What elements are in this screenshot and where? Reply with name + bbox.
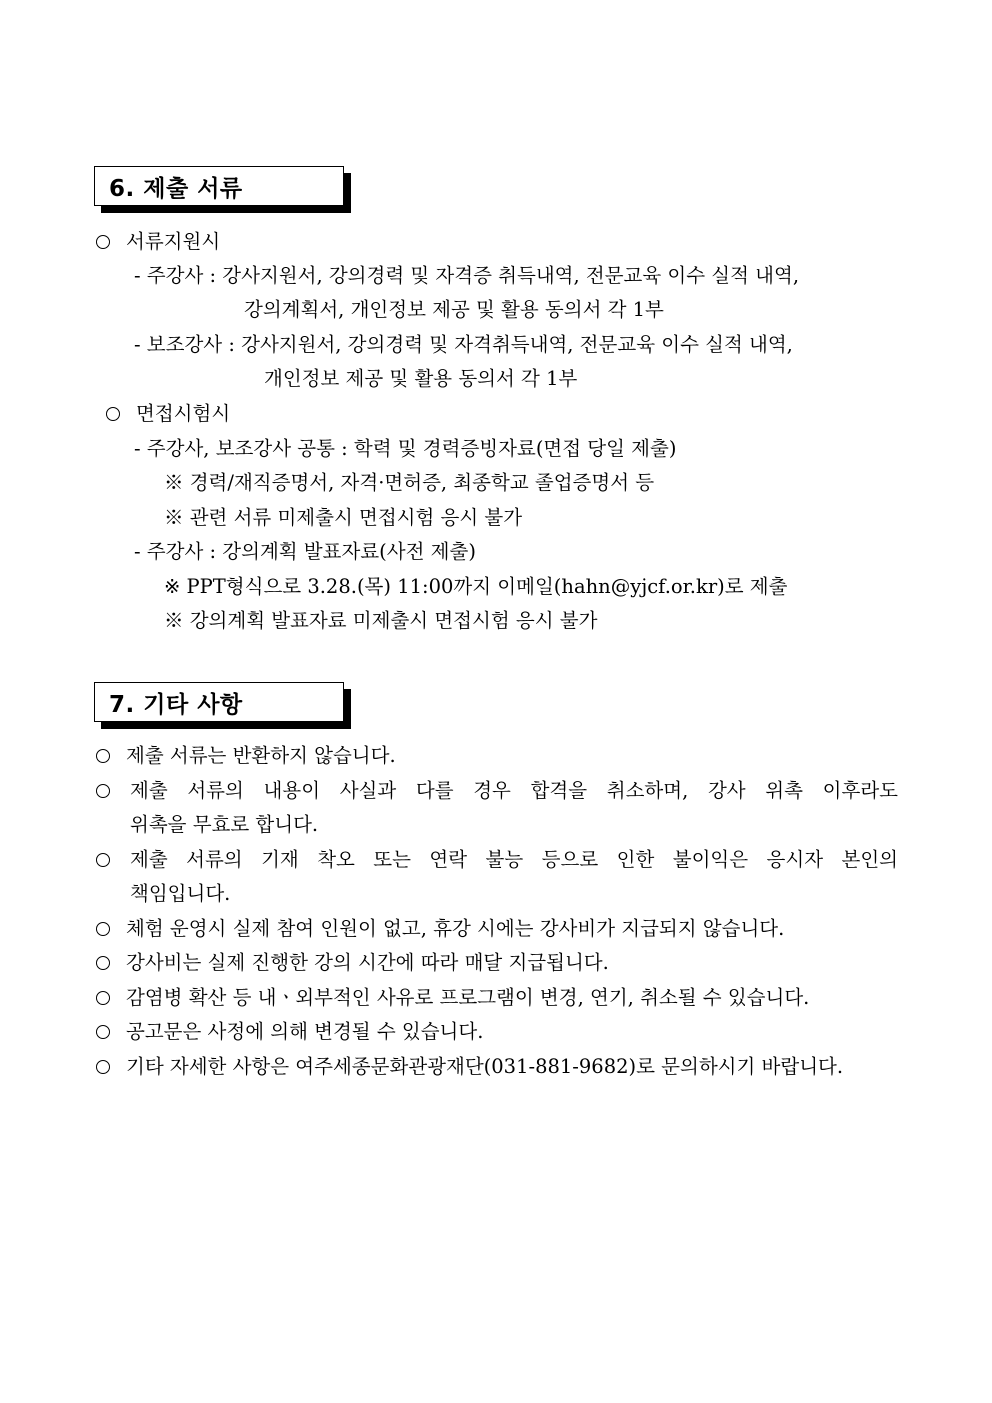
doc-review-item bbox=[96, 229, 220, 255]
assistant-instructor-docs-line2: 개인정보 제공 및 활용 동의서 각 1부 bbox=[264, 367, 578, 390]
list-item: 강사비는 실제 진행한 강의 시간에 따라 매달 지급됩니다. bbox=[96, 950, 609, 976]
interview-label: 면접시험시 bbox=[136, 402, 231, 425]
interview-common-docs: - 주강사, 보조강사 공통 : 학력 및 경력증빙자료(면접 당일 제출) bbox=[134, 437, 677, 460]
list-item: 제출 서류의 기재 착오 또는 연락 불능 등으로 인한 불이익은 응시자 본인의 bbox=[96, 847, 898, 873]
circle-bullet-icon bbox=[96, 922, 110, 936]
interview-main-note-2: ※ 강의계획 발표자료 미제출시 면접시험 응시 불가 bbox=[164, 609, 598, 632]
interview-item bbox=[106, 401, 230, 427]
list-item-continuation: 위촉을 무효로 합니다. bbox=[130, 813, 319, 836]
interview-main-note-1: ※ PPT형식으로 3.28.(목) 11:00까지 이메일(hahn@yjcf.or.kr)로 제출 bbox=[164, 575, 788, 598]
list-item: 기타 자세한 사항은 여주세종문화관광재단(031-881-9682)로 문의하시기 바랍니다. bbox=[96, 1054, 843, 1080]
circle-bullet-icon bbox=[96, 1025, 110, 1039]
circle-bullet-icon bbox=[96, 749, 110, 763]
assistant-instructor-docs-line1: - 보조강사 : 강사지원서, 강의경력 및 자격취득내역, 전문교육 이수 실적 내역, bbox=[134, 333, 793, 356]
section-6-header bbox=[94, 166, 344, 206]
main-instructor-docs-line1 bbox=[134, 263, 898, 289]
circle-bullet-icon bbox=[106, 407, 120, 421]
list-item: 제출 서류는 반환하지 않습니다. bbox=[96, 743, 396, 769]
circle-bullet-icon bbox=[96, 235, 110, 249]
main-instructor-docs-line2: 강의계획서, 개인정보 제공 및 활용 동의서 각 1부 bbox=[244, 298, 664, 321]
interview-common-note-1: ※ 경력/재직증명서, 자격·면허증, 최종학교 졸업증명서 등 bbox=[164, 471, 655, 494]
list-item: 제출 서류의 내용이 사실과 다를 경우 합격을 취소하며, 강사 위촉 이후라도 bbox=[96, 778, 898, 804]
circle-bullet-icon bbox=[96, 784, 110, 798]
section-7-header bbox=[94, 682, 344, 722]
interview-common-note-2: ※ 관련 서류 미제출시 면접시험 응시 불가 bbox=[164, 506, 523, 529]
circle-bullet-icon bbox=[96, 991, 110, 1005]
list-item: 감염병 확산 등 내ㆍ외부적인 사유로 프로그램이 변경, 연기, 취소될 수 있습니다. bbox=[96, 985, 809, 1011]
list-item: 공고문은 사정에 의해 변경될 수 있습니다. bbox=[96, 1019, 483, 1045]
main-instructor-docs-text: - 주강사 : 강사지원서, 강의경력 및 자격증 취득내역, 전문교육 이수 실적 내역, bbox=[134, 264, 800, 287]
section-6-title: 6. 제출 서류 bbox=[109, 175, 243, 202]
circle-bullet-icon bbox=[96, 853, 110, 867]
section-7-title: 7. 기타 사항 bbox=[109, 691, 243, 718]
circle-bullet-icon bbox=[96, 1060, 110, 1074]
list-item-continuation: 책임입니다. bbox=[130, 882, 231, 905]
circle-bullet-icon bbox=[96, 956, 110, 970]
list-item: 체험 운영시 실제 참여 인원이 없고, 휴강 시에는 강사비가 지급되지 않습니다. bbox=[96, 916, 784, 942]
interview-main-docs: - 주강사 : 강의계획 발표자료(사전 제출) bbox=[134, 540, 476, 563]
doc-review-label: 서류지원시 bbox=[126, 230, 221, 253]
